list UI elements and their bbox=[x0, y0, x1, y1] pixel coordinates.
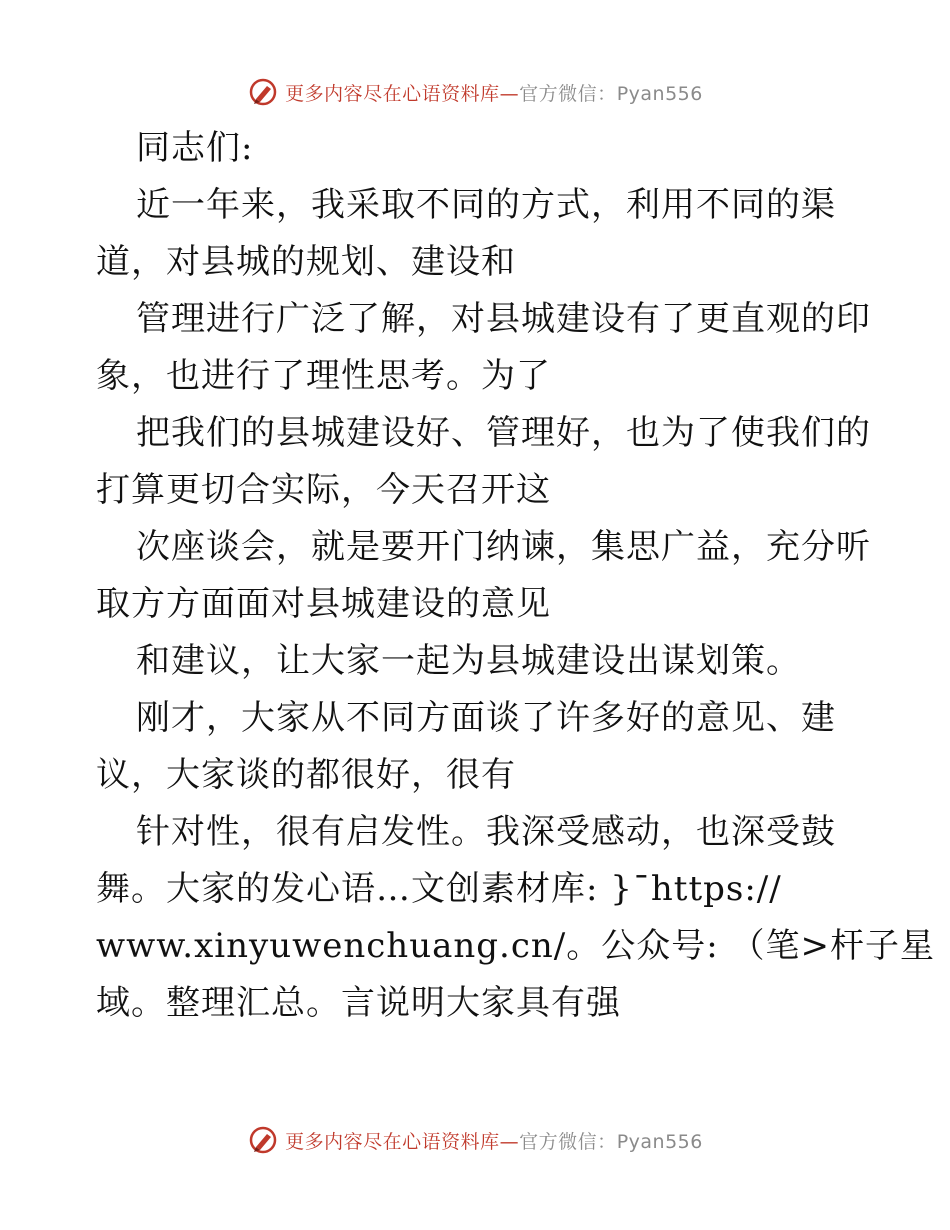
header-watermark-banner bbox=[0, 72, 950, 112]
banner-text bbox=[285, 1127, 703, 1154]
paragraph-line: 管理进行广泛了解，对县城建设有了更直观的印 bbox=[136, 299, 871, 339]
paragraph-line: 议，大家谈的都很好，很有 bbox=[96, 755, 516, 795]
paragraph-line: 次座谈会，就是要开门纳谏，集思广益，充分听 bbox=[136, 527, 871, 567]
paragraph-line: 针对性，很有启发性。我深受感动，也深受鼓 bbox=[136, 812, 836, 852]
pen-logo-icon bbox=[247, 1124, 279, 1156]
paragraph-line: 把我们的县城建设好、管理好，也为了使我们的 bbox=[136, 413, 871, 453]
paragraph-line: 道，对县城的规划、建设和 bbox=[96, 242, 516, 282]
banner-separator: — bbox=[499, 1130, 520, 1153]
banner-main-text: 更多内容尽在心语资料库 bbox=[285, 82, 500, 105]
banner-text bbox=[285, 79, 703, 106]
paragraph-line: 和建议，让大家一起为县城建设出谋划策。 bbox=[136, 641, 801, 681]
footer-watermark-banner bbox=[0, 1120, 950, 1160]
document-body bbox=[96, 120, 935, 1032]
paragraph-line: 象，也进行了理性思考。为了 bbox=[96, 356, 551, 396]
pen-logo-icon bbox=[247, 76, 279, 108]
paragraph-line: 取方方面面对县城建设的意见 bbox=[96, 584, 551, 624]
paragraph-line: 舞。大家的发心语…文创素材库: }¯https:// bbox=[96, 869, 782, 909]
paragraph-line: 近一年来，我采取不同的方式，利用不同的渠 bbox=[136, 185, 836, 225]
banner-wechat-id: Pyan556 bbox=[616, 82, 703, 105]
banner-wechat-id: Pyan556 bbox=[616, 1130, 703, 1153]
banner-main-text: 更多内容尽在心语资料库 bbox=[285, 1130, 500, 1153]
banner-wechat-label: 官方微信： bbox=[519, 1130, 617, 1153]
paragraph-line: 同志们: bbox=[136, 128, 254, 168]
paragraph-line: 刚才，大家从不同方面谈了许多好的意见、建 bbox=[136, 698, 836, 738]
banner-separator: — bbox=[499, 82, 520, 105]
paragraph-line: 打算更切合实际，今天召开这 bbox=[96, 470, 551, 510]
paragraph-line: 域。整理汇总。言说明大家具有强 bbox=[96, 983, 621, 1023]
banner-wechat-label: 官方微信： bbox=[519, 82, 617, 105]
paragraph-line: www.xinyuwenchuang.cn/。公众号: （笔>杆子星 bbox=[96, 926, 935, 966]
